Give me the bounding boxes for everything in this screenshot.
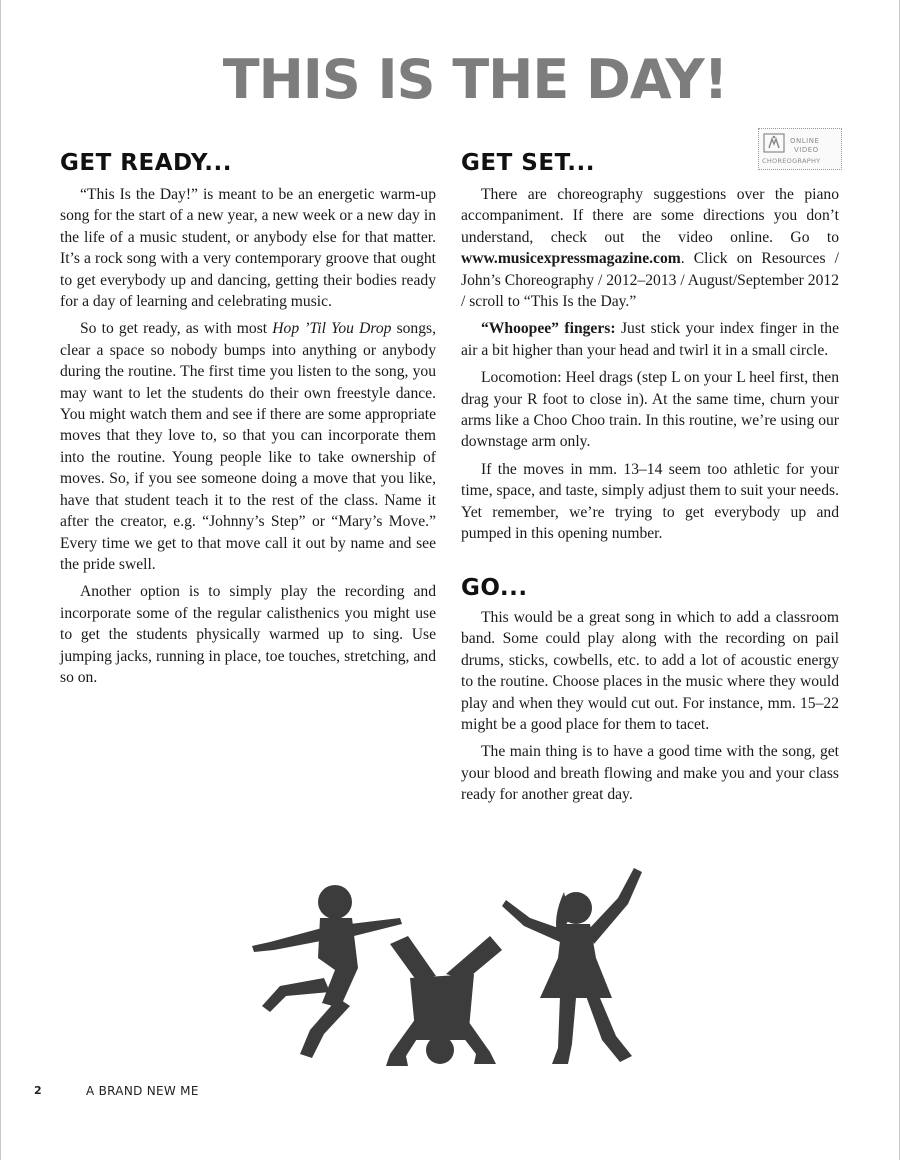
right-column-go-text: [461, 607, 839, 812]
girl-arm-right: [588, 868, 642, 944]
breakdancer-arm-left: [386, 1018, 424, 1066]
left-column-text: [60, 184, 436, 694]
p2-text-after: songs, clear a space so nobody bumps into anything or anybody during the routine. The first time you listen to the song, you may want to let the students do their own freestyle dance. You might watch them and see if there are some appropriate moves that they love to, so that you can incorporate them into the routine. Young people like to take ownership of moves. So, if you see someone doing a move that you like, have that student teach it to the rest of the class. Name it after the creator, e.g. “Johnny’s Step” or “Mary’s Move.” Every time we get to that move call it out by name and see the pride swell.: [60, 320, 436, 573]
get-set-paragraph-4: If the moves in mm. 13–14 seem too athletic for your time, space, and taste, simply adjust them to suit your needs. Yet remember, we’re trying to get everybody up and pumped in this opening number.: [461, 460, 839, 543]
get-set-paragraph-2: [461, 318, 839, 361]
boy-arm-right: [350, 918, 402, 936]
video-camera-icon: [763, 133, 785, 153]
boy-leg-right: [262, 978, 330, 1012]
boy-arm-left: [252, 928, 326, 952]
girl-leg-left: [552, 996, 576, 1064]
get-ready-paragraph-1: “This Is the Day!” is meant to be an energetic warm-up song for the start of a new year, a new week or a new day in the life of a music student, or anybody else for that matter. It’s a rock song with a very contemporary groove that ought to get everybody up and dancing, getting their bodies ready for a day of learning and celebrating music.: [60, 186, 436, 311]
girl-leg-right: [586, 996, 632, 1062]
magazine-link[interactable]: www.musicexpressmagazine.com: [461, 250, 681, 268]
breakdancer-leg-left: [390, 936, 436, 980]
set-p1-after: . Click on Resources / John’s Choreography / 2012–2013 / August/September 2012 / scroll to “This Is the Day.”: [461, 250, 839, 311]
p2-book-title: Hop ’Til You Drop: [272, 320, 392, 338]
right-column-set-text: [461, 184, 839, 551]
p2-text-before: So to get ready, as with most: [80, 320, 273, 338]
heading-get-ready: GET READY...: [60, 150, 232, 176]
heading-go: GO...: [461, 575, 528, 601]
set-p2-after: Just stick your index finger in the air a bit higher than your head and twirl it in a small circle.: [461, 320, 839, 359]
page-title: THIS IS THE DAY!: [222, 48, 728, 111]
get-set-paragraph-1: [461, 184, 839, 312]
go-paragraph-1: This would be a great song in which to add a classroom band. Some could play along with the recording on pail drums, sticks, cowbells, etc. to add a lot of acoustic energy to the routine. Choose places in the music where they would play and when they would cut out. For instance, mm. 15–22 might be a good place for them to tacet.: [461, 609, 839, 734]
go-paragraph-2: The main thing is to have a good time with the song, get your blood and breath flowing and make you and your class ready for another great day.: [461, 743, 839, 804]
boy-body: [318, 918, 358, 1008]
running-footer-title: A BRAND NEW ME: [86, 1084, 199, 1098]
get-set-paragraph-3: Locomotion: Heel drags (step L on your L heel first, then drag your R foot to close in). At the same time, churn your arms like a Choo Choo train. In this routine, we’re using our downstage arm only.: [461, 369, 839, 451]
breakdancer-head: [426, 1036, 454, 1064]
badge-online-label: ONLINE: [790, 137, 820, 145]
page-number: 2: [34, 1084, 42, 1097]
girl-arm-left: [502, 900, 564, 942]
breakdancer-arm-right: [456, 1018, 496, 1064]
boy-head: [318, 885, 352, 919]
get-ready-paragraph-3: Another option is to simply play the recording and incorporate some of the regular calisthenics you might use to get the students physically warmed up to sing. Use jumping jacks, running in place, toe touches, stretching, and so on.: [60, 583, 436, 686]
boy-leg-left: [300, 998, 350, 1058]
online-video-choreography-badge[interactable]: [758, 128, 842, 170]
page-edge-left: [0, 0, 1, 1160]
badge-choreography-label: CHOREOGRAPHY: [762, 157, 821, 165]
get-ready-paragraph-2: [60, 318, 436, 575]
badge-video-label: VIDEO: [794, 146, 819, 154]
breakdancer-leg-right: [446, 936, 502, 980]
dancing-kids-silhouette-icon: [240, 858, 660, 1078]
heading-get-set: GET SET...: [461, 150, 595, 176]
set-p1-before: There are choreography suggestions over the piano accompaniment. If there are some directions you don’t understand, check out the video online. Go to: [461, 186, 839, 246]
whoopee-fingers-term: “Whoopee” fingers:: [481, 320, 616, 338]
